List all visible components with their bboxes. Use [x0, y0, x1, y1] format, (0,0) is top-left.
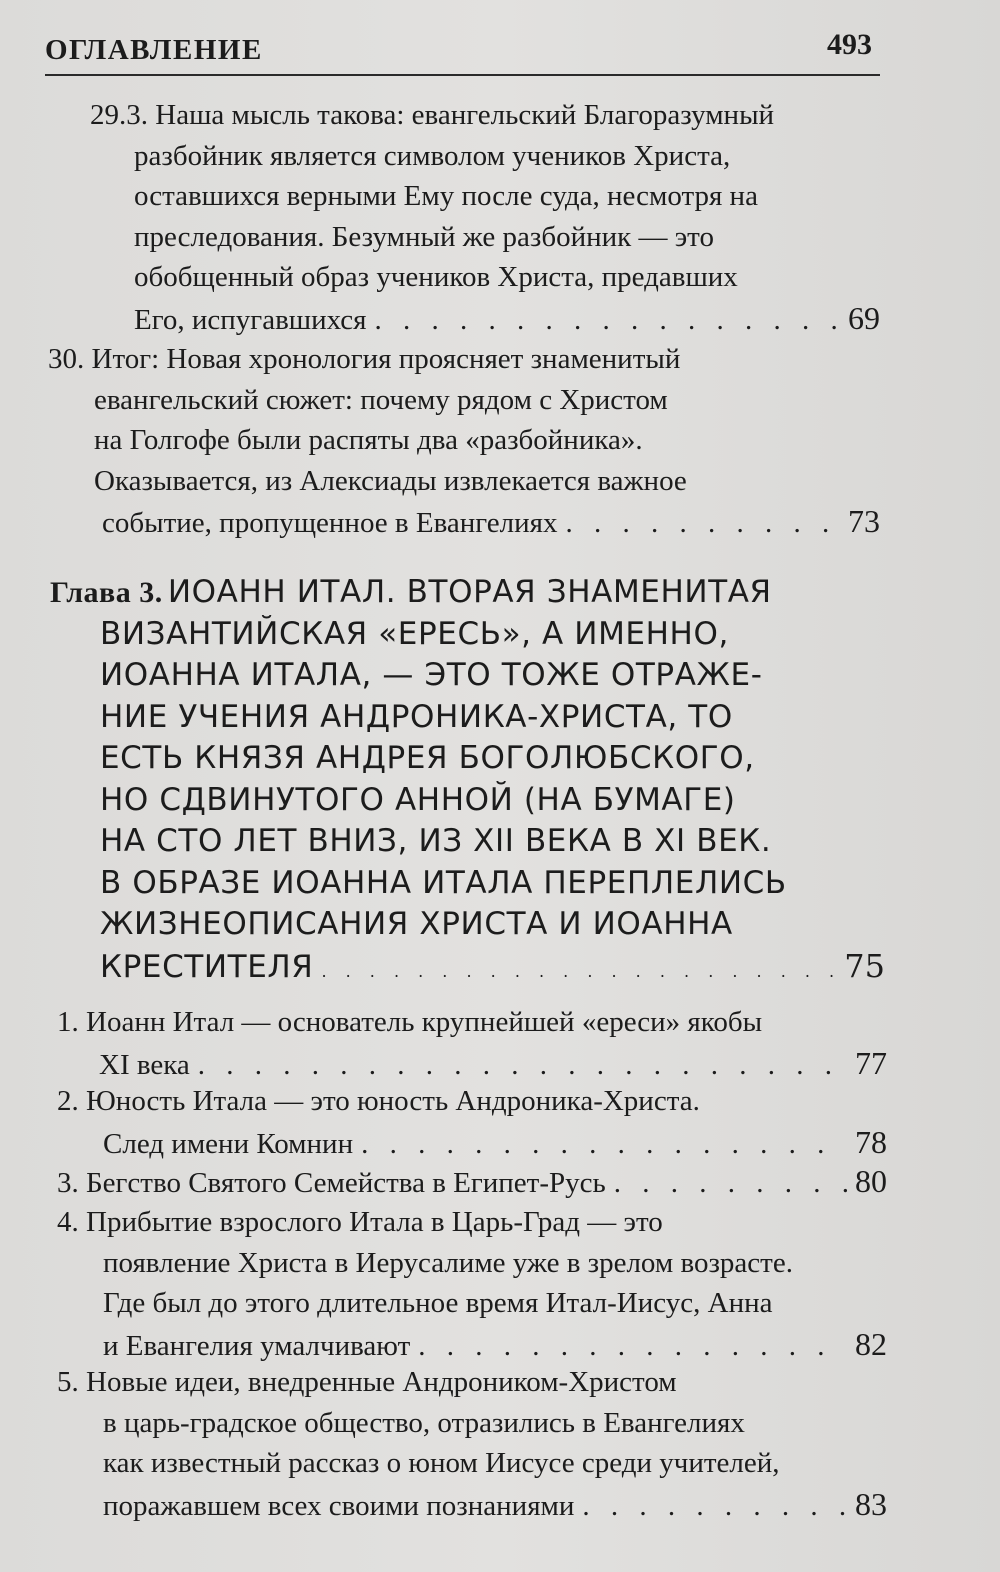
- entry-page-number: 80: [855, 1163, 887, 1199]
- toc-entry-30: [48, 339, 880, 542]
- entry-last-text: и Евангелия умалчивают: [103, 1329, 411, 1362]
- chapter-title-line: В ОБРАЗЕ ИОАННА ИТАЛА ПЕРЕПЛЕЛИСЬ: [100, 864, 787, 901]
- chapter-first-line: [50, 572, 885, 614]
- entry-last-text: 3. Бегство Святого Семейства в Египет-Русь: [57, 1167, 606, 1199]
- entry-line: 5. Новые идеи, внедренные Андроником-Христом: [57, 1366, 677, 1398]
- entry-last-text: событие, пропущенное в Евангелиях: [102, 507, 558, 539]
- leader-dots: [614, 1163, 847, 1204]
- leader-dots: [566, 503, 840, 544]
- entry-line: 30. Итог: Новая хронология проясняет знаменитый: [48, 343, 681, 375]
- chapter-title-line: ЕСТЬ КНЯЗЯ АНДРЕЯ БОГОЛЮБСКОГО,: [100, 740, 755, 776]
- entry-line: обобщенный образ учеников Христа, предавших: [134, 261, 738, 293]
- page-header: [45, 28, 880, 76]
- header-title: ОГЛАВЛЕНИЕ: [45, 34, 263, 66]
- entry-page-number: 73: [848, 503, 880, 539]
- chapter-last-text: КРЕСТИТЕЛЯ: [100, 948, 314, 985]
- chapter-heading: [50, 572, 885, 987]
- entry-line: как известный рассказ о юном Иисусе среди учителей,: [103, 1447, 780, 1479]
- toc-entry-29-3: [90, 95, 880, 338]
- leader-dots: [418, 1326, 847, 1367]
- entry-page-number: 82: [855, 1325, 887, 1362]
- header-page-number: 493: [827, 28, 872, 61]
- entry-line: 4. Прибытие взрослого Итала в Царь-Град — это: [57, 1206, 663, 1238]
- entry-line: Где был до этого длительное время Итал-Иисус, Анна: [103, 1287, 773, 1319]
- chapter-title-line: ЖИЗНЕОПИСАНИЯ ХРИСТА И ИОАННА: [100, 906, 733, 942]
- toc-entry-3: [57, 1161, 887, 1202]
- entry-line: 2. Юность Итала — это юность Андроника-Христа.: [57, 1085, 700, 1117]
- entry-last-line: [57, 1324, 887, 1365]
- toc-entry-5: [57, 1362, 887, 1524]
- chapter-title-line: НА СТО ЛЕТ ВНИЗ, ИЗ XII ВЕКА В XI ВЕК.: [100, 823, 772, 859]
- entry-last-line: [57, 1122, 887, 1163]
- entry-page-number: 83: [855, 1485, 887, 1522]
- entry-line: в царь-градское общество, отразились в Евангелиях: [103, 1406, 745, 1439]
- entry-last-text: След имени Комнин: [103, 1127, 354, 1160]
- entry-line: 29.3. Наша мысль такова: евангельский Благоразумный: [90, 99, 775, 131]
- entry-line: преследования. Безумный же разбойник — это: [134, 220, 714, 253]
- entry-line: появление Христа в Иерусалиме уже в зрелом возрасте.: [103, 1246, 793, 1279]
- leader-dots: [361, 1124, 847, 1165]
- entry-last-text: Его, испугавшихся: [134, 303, 367, 336]
- entry-last-line: [57, 1484, 887, 1525]
- entry-line: евангельский сюжет: почему рядом с Христом: [94, 383, 668, 416]
- toc-entry-2: [57, 1081, 887, 1162]
- chapter-page-number: 75: [844, 946, 885, 985]
- entry-line: оставшихся верными Ему после суда, несмотря на: [134, 180, 758, 212]
- entry-page-number: 78: [855, 1123, 887, 1160]
- leader-dots: [198, 1045, 847, 1086]
- chapter-label: Глава 3.: [50, 576, 163, 609]
- leader-dots: [374, 300, 840, 341]
- entry-last-line: [57, 1161, 887, 1202]
- chapter-title-line: НИЕ УЧЕНИЯ АНДРОНИКА-ХРИСТА, ТО: [100, 698, 733, 735]
- entry-last-text: XI века: [99, 1048, 190, 1081]
- chapter-title-text: ИОАНН ИТАЛ. ВТОРАЯ ЗНАМЕНИТАЯ: [167, 574, 772, 610]
- entry-line: 1. Иоанн Итал — основатель крупнейшей «ереси» якобы: [57, 1006, 763, 1038]
- entry-line: Оказывается, из Алексиады извлекается важное: [94, 464, 687, 497]
- entry-page-number: 77: [855, 1044, 887, 1081]
- entry-last-line: [48, 501, 880, 542]
- chapter-last-line: [50, 946, 885, 988]
- entry-line: на Голгофе были распяты два «разбойника».: [94, 424, 643, 456]
- toc-entry-4: [57, 1202, 887, 1364]
- toc-entry-1: [57, 1002, 887, 1083]
- entry-line: разбойник является символом учеников Христа,: [134, 139, 731, 172]
- entry-page-number: 69: [848, 299, 880, 336]
- leader-dots: [321, 951, 836, 993]
- entry-last-line: [90, 298, 880, 339]
- chapter-title-line: ИОАННА ИТАЛА, — ЭТО ТОЖЕ ОТРАЖЕ-: [100, 657, 763, 693]
- leader-dots: [582, 1486, 847, 1527]
- chapter-title-line: ВИЗАНТИЙСКАЯ «ЕРЕСЬ», А ИМЕННО,: [100, 615, 729, 652]
- chapter-title-line: НО СДВИНУТОГО АННОЙ (НА БУМАГЕ): [100, 781, 736, 818]
- entry-last-text: поражавшем всех своими познаниями: [103, 1489, 575, 1522]
- entry-last-line: [57, 1043, 887, 1084]
